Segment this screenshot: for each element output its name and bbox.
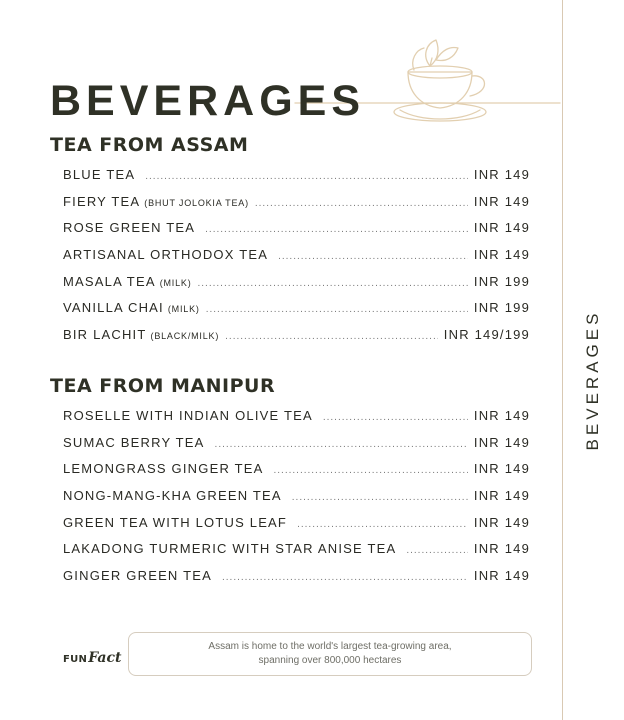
fun-fact-line-1: Assam is home to the world's largest tea-growing area,: [208, 641, 452, 652]
fun-fact-box: [128, 632, 532, 676]
list-item: SUMAC BERRY TEA ..... INR 149: [63, 435, 530, 462]
list-item: MASALA TEA (MILK) ..... INR 199: [63, 274, 530, 301]
list-item: NONG-MANG-KHA GREEN TEA ..... INR 149: [63, 488, 530, 515]
page-title: BEVERAGES: [50, 77, 366, 125]
section-title-assam: TEA FROM ASSAM: [50, 134, 249, 156]
list-item: LAKADONG TURMERIC WITH STAR ANISE TEA ..... INR 149: [63, 541, 530, 568]
list-item: BLUE TEA ..... INR 149: [63, 167, 530, 194]
fun-fact-badge: FUN Fact: [63, 650, 122, 666]
list-item: ROSELLE WITH INDIAN OLIVE TEA ..... INR 149: [63, 408, 530, 435]
manipur-tea-list: [63, 408, 530, 595]
list-item: VANILLA CHAI (MILK) ..... INR 199: [63, 300, 530, 327]
list-item: LEMONGRASS GINGER TEA ..... INR 149: [63, 461, 530, 488]
list-item: FIERY TEA (BHUT JOLOKIA TEA) ..... INR 149: [63, 194, 530, 221]
list-item: ARTISANAL ORTHODOX TEA ..... INR 149: [63, 247, 530, 274]
section-title-manipur: TEA FROM MANIPUR: [50, 375, 276, 397]
list-item: ROSE GREEN TEA ..... INR 149: [63, 220, 530, 247]
side-divider: [562, 0, 563, 720]
list-item: GREEN TEA WITH LOTUS LEAF ..... INR 149: [63, 515, 530, 542]
list-item: GINGER GREEN TEA ..... INR 149: [63, 568, 530, 595]
assam-tea-list: [63, 167, 530, 354]
list-item: BIR LACHIT (BLACK/MILK) ..... INR 149/199: [63, 327, 530, 354]
side-label: BEVERAGES: [583, 309, 602, 451]
fun-fact-line-2: spanning over 800,000 hectares: [258, 655, 402, 666]
